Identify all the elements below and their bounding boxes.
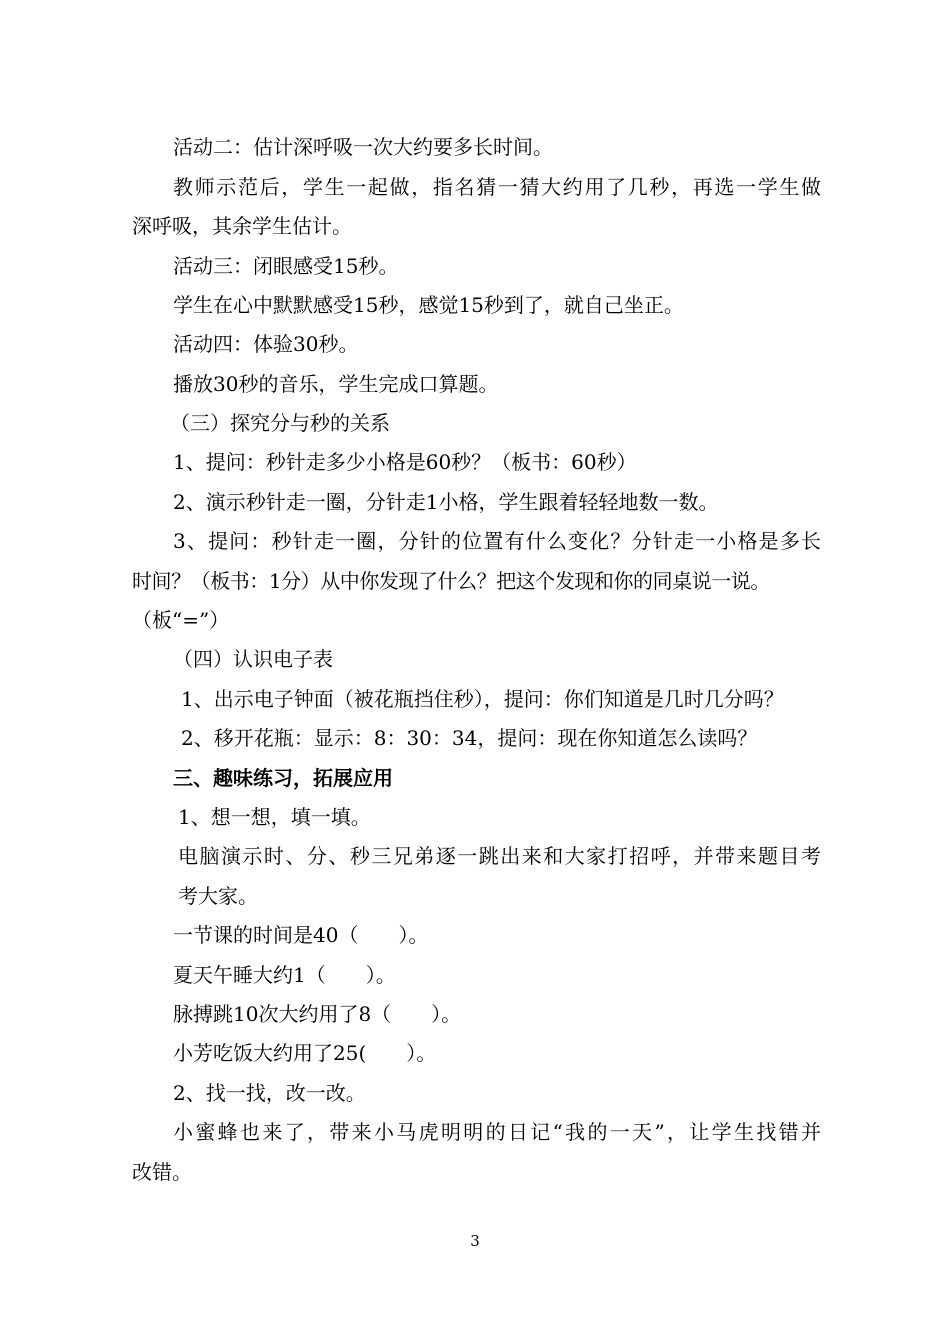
paragraph-line: 改错。 (132, 1160, 192, 1184)
paragraph-line: 活动四：体验30秒。 (173, 332, 359, 356)
paragraph-line: 1、想一想，填一填。 (178, 805, 371, 829)
paragraph-line: 1、提问：秒针走多少小格是60秒？（板书：60秒） (173, 450, 637, 474)
paragraph-line: 活动三：闭眼感受15秒。 (173, 254, 399, 278)
paragraph-line: 时间？（板书：1分）从中你发现了什么？把这个发现和你的同桌说一说。 (132, 569, 770, 593)
page-number: 3 (470, 1232, 480, 1250)
paragraph-line: 1、出示电子钟面（被花瓶挡住秒），提问：你们知道是几时几分吗？ (181, 687, 784, 711)
paragraph-line: 2、移开花瓶：显示：8：30：34，提问：现在你知道怎么读吗？ (181, 726, 758, 750)
section-heading: （三）探究分与秒的关系 (170, 411, 390, 435)
paragraph-line: 学生在心中默默感受15秒，感觉15秒到了，就自己坐正。 (173, 293, 684, 317)
section-heading-bold: 三、趣味练习，拓展应用 (173, 766, 393, 790)
paragraph-line: 活动二：估计深呼吸一次大约要多长时间。 (173, 135, 553, 159)
paragraph-line: 2、找一找，改一改。 (173, 1081, 366, 1105)
paragraph-line: 深呼吸，其余学生估计。 (132, 214, 352, 238)
exercise-item: 小芳吃饭大约用了25( ）。 (173, 1041, 437, 1065)
paragraph-line: 考大家。 (178, 884, 258, 908)
paragraph-line: （板“=”） (132, 608, 230, 632)
paragraph-line: 2、演示秒针走一圈，分针走1小格，学生跟着轻轻地数一数。 (173, 490, 719, 514)
paragraph-line: 小蜜蜂也来了，带来小马虎明明的日记“我的一天”，让学生找错并 (173, 1120, 821, 1144)
section-heading: （四）认识电子表 (173, 647, 333, 671)
paragraph-line: 播放30秒的音乐，学生完成口算题。 (173, 372, 499, 396)
exercise-item: 夏天午睡大约1（ ）。 (173, 963, 396, 987)
paragraph-line: 教师示范后，学生一起做，指名猜一猜大约用了几秒，再选一学生做 (173, 175, 821, 199)
paragraph-line: 电脑演示时、分、秒三兄弟逐一跳出来和大家打招呼，并带来题目考 (178, 844, 821, 868)
exercise-item: 一节课的时间是40（ ）。 (173, 923, 429, 947)
paragraph-line: 3、提问：秒针走一圈，分针的位置有什么变化？分针走一小格是多长 (173, 529, 821, 553)
exercise-item: 脉搏跳10次大约用了8（ ）。 (173, 1002, 462, 1026)
